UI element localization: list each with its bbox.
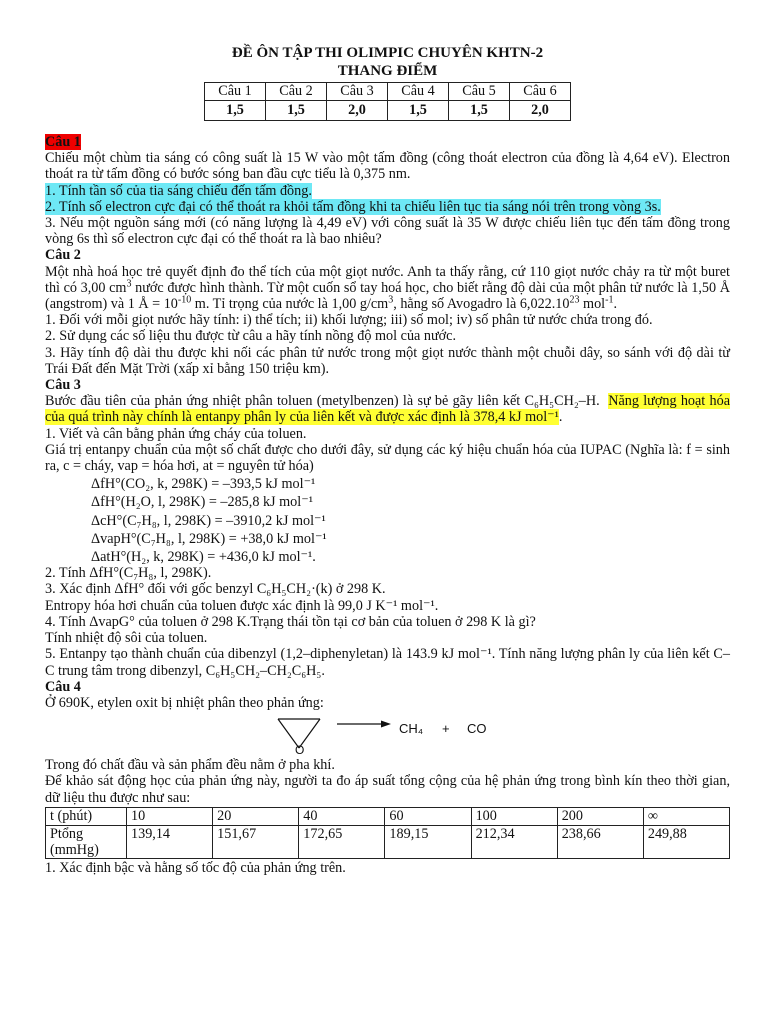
question-4-phase: Trong đó chất đầu và sản phẩm đều nằm ở pha khí. [45,757,335,774]
question-3-item-1: 1. Viết và cân bằng phản ứng cháy của toluen. [45,425,307,442]
equation: ΔvapH°(C₇H₈, l, 298K) = +38,0 kJ mol⁻¹ [91,530,327,547]
question-2 [45,247,730,377]
question-3 [45,377,730,679]
pressure-cell: 189,15 [385,825,471,858]
pressure-cell: 238,66 [557,825,643,858]
equation: ΔcH°(C₇H₈, l, 298K) = –3910,2 kJ mol⁻¹ [91,512,326,529]
intro-text: , hằng số Avogadro là 6,022.10 [393,296,570,313]
pressure-cell: 172,65 [299,825,385,858]
time-cell: 60 [385,807,471,825]
intro-text: nước được hình thành. Từ một cuốn sổ tay hoá học, cho biết rằng độ dài của một phân tử nước là 1,50 Å (angstrom) và 1 Å = 10 [45,279,730,313]
pressure-cell: 249,88 [643,825,729,858]
document-page [45,44,730,876]
question-4-heading: Câu 4 [45,678,81,695]
time-cell: ∞ [643,807,729,825]
score-header: Câu 6 [510,83,571,101]
time-cell: 40 [299,807,385,825]
question-3-item-3: 3. Xác định ΔfH° đối với gốc benzyl C₆H₅CH₂·(k) ở 298 K. [45,581,386,598]
score-value: 1,5 [449,101,510,121]
question-2-item-1: 1. Đối với mỗi giọt nước hãy tính: i) thể tích; ii) khối lượng; iii) số mol; iv) số phân tử nước chứa trong đó. [45,312,653,329]
question-3-item-4: 4. Tính ΔvapG° của toluen ở 298 K.Trạng thái tồn tại cơ bản của toluen ở 298 K là gì? [45,613,536,630]
score-table [204,82,571,121]
pressure-cell: 151,67 [213,825,299,858]
score-header: Câu 3 [327,83,388,101]
time-header: t (phút) [46,807,127,825]
score-value: 1,5 [266,101,327,121]
pressure-table [45,807,730,859]
score-value: 2,0 [327,101,388,121]
intro-text: . [613,296,618,313]
pressure-table-time-row [46,807,730,825]
time-cell: 10 [127,807,213,825]
superscript: 3 [126,278,132,290]
intro-text: Một nhà hoá học trẻ quyết định đo thể tích của một giọt nước. Anh ta thấy rằng, cứ 110 giọt nước chảy ra từ một buret thì có 3,00 cm [45,263,730,296]
question-3-intro [45,393,730,425]
score-header: Câu 2 [266,83,327,101]
intro-text: mol [583,296,606,313]
superscript: 3 [388,294,394,306]
time-cell: 20 [213,807,299,825]
question-4-survey: Để khảo sát động học của phản ứng này, người ta đo áp suất tổng cộng của hệ phản ứng trong bình kín theo thời gian, dữ liệu thu được như sau: [45,773,730,806]
question-2-intro [45,264,730,313]
question-2-item-2: 2. Sử dụng các số liệu thu được từ câu a hãy tính nồng độ mol của nước. [45,328,457,345]
question-3-entropy: Entropy hóa hơi chuẩn của toluen được xác định là 99,0 J K⁻¹ mol⁻¹. [45,597,439,614]
pressure-cell: 212,34 [471,825,557,858]
score-table-header-row [205,83,571,101]
question-1-item-2: 2. Tính số electron cực đại có thể thoát ra khỏi tấm đồng khi ta chiếu liên tục tia sáng nói trên trong vòng 3s. [45,198,661,215]
question-3-boiling: Tính nhiệt độ sôi của toluen. [45,630,208,647]
superscript: -10 [177,294,192,306]
intro-text: Bước đầu tiên của phản ứng nhiệt phân toluen (metylbenzen) là sự bẻ gãy liên kết C₆H₅CH₂–H. [45,393,600,410]
question-2-heading: Câu 2 [45,247,81,264]
pressure-table-pressure-row [46,825,730,858]
question-1-item-3: 3. Nếu một nguồn sáng mới (có năng lượng là 4,49 eV) với công suất là 35 W được chiếu liên tục đến tấm đồng trong vòng 6s thì số electron cực đại có thể thoát ra là bao nhiêu? [45,215,730,248]
score-value: 1,5 [388,101,449,121]
product-methane: CH₄ [399,721,424,737]
question-4 [45,679,730,877]
reaction-arrow [337,721,391,728]
score-header: Câu 4 [388,83,449,101]
document-title: ĐỀ ÔN TẬP THI OLIMPIC CHUYÊN KHTN-2 [231,45,544,61]
equation: ΔfH°(CO₂, k, 298K) = –393,5 kJ mol⁻¹ [91,476,316,493]
score-header: Câu 1 [205,83,266,101]
question-2-item-3: 3. Hãy tính độ dài thu được khi nối các phân tử nước trong một giọt nước thành một chuỗi dây, so sánh với độ dài từ Trái Đất đến Mặt Trời (xấp xỉ bằng 150 triệu km). [45,344,730,377]
reaction-diagram [45,715,730,759]
product-co: CO [467,721,487,737]
document-subtitle: THANG ĐIỂM [337,63,438,79]
plus-sign: + [442,721,450,737]
reaction-scheme [45,711,730,757]
equation: ΔfH°(H₂O, l, 298K) = –285,8 kJ mol⁻¹ [91,494,313,511]
intro-text: m. Tỉ trọng của nước là 1,00 g/cm [191,296,389,313]
question-3-heading: Câu 3 [45,377,81,394]
question-1-item-1: 1. Tính tần số của tia sáng chiếu đến tấm đồng. [45,182,312,199]
score-header: Câu 5 [449,83,510,101]
question-1-heading: Câu 1 [45,134,81,150]
pressure-header: Ptổng (mmHg) [46,825,127,858]
time-cell: 100 [471,807,557,825]
score-value: 1,5 [205,101,266,121]
time-cell: 200 [557,807,643,825]
equation: ΔatH°(H₂, k, 298K) = +436,0 kJ mol⁻¹. [91,549,316,566]
score-table-value-row [205,101,571,121]
superscript: 23 [569,294,580,306]
question-1 [45,134,730,247]
pressure-cell: 139,14 [127,825,213,858]
question-1-intro: Chiếu một chùm tia sáng có công suất là 15 W vào một tấm đồng (công thoát electron của đồng là 4,64 eV). Electron thoát ra từ tấm đồng có bước sóng ban đầu cực tiểu là 0,375 nm. [45,150,730,183]
question-4-item-1: 1. Xác định bậc và hằng số tốc độ của phản ứng trên. [45,860,346,877]
intro-text: . [558,409,563,426]
question-3-item-5: 5. Entanpy tạo thành chuẩn của dibenzyl (1,2–diphenyletan) là 143.9 kJ mol⁻¹. Tính năng lượng phân ly của liên kết C–C trung tâm trong dibenzyl, C₆H₅CH₂–CH₂C₆H₅. [45,646,730,679]
superscript: -1 [605,294,614,306]
question-4-intro: Ở 690K, etylen oxit bị nhiệt phân theo phản ứng: [45,694,324,711]
score-value: 2,0 [510,101,571,121]
question-3-item-2: 2. Tính ΔfH°(C₇H₈, l, 298K). [45,565,212,582]
question-3-highlight: Năng lượng hoạt hóa của quá trình này chính là entanpy phân ly của liên kết và được xác định là 378,4 kJ mol⁻¹ [45,393,731,426]
oxygen-label: O [295,743,305,758]
question-3-given: Giá trị entanpy chuẩn của một số chất được cho dưới đây, sử dụng các ký hiệu chuẩn hóa của IUPAC (Nghĩa là: f = sinh ra, c = cháy, vap = hóa hơi, at = nguyên tử hóa) [45,441,730,475]
